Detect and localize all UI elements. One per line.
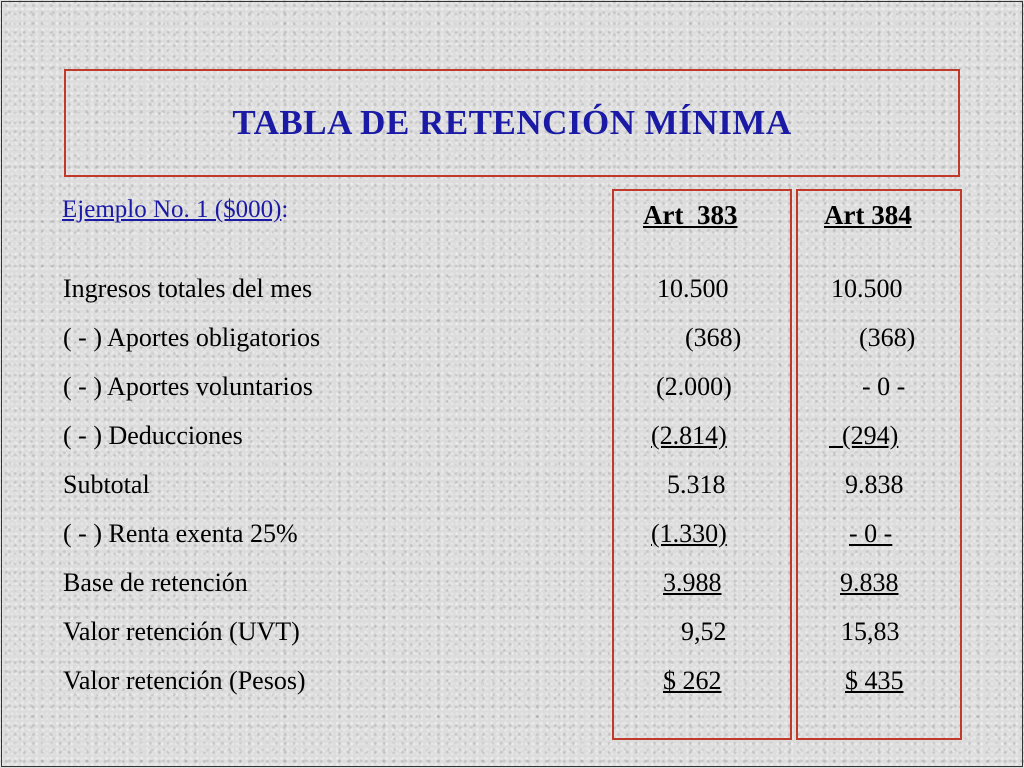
art384-value-subtotal: 9.838: [845, 470, 904, 499]
row-label-aportes-obligatorios: ( - ) Aportes obligatorios: [63, 323, 321, 352]
art384-value-base-retencion: 9.838: [840, 568, 899, 597]
art383-value-ingresos: 10.500: [657, 274, 729, 303]
row-label-aportes-voluntarios: ( - ) Aportes voluntarios: [63, 372, 313, 401]
art383-value-aportes-voluntarios: (2.000): [656, 372, 732, 401]
row-label-valor-uvt: Valor retención (UVT): [63, 617, 300, 646]
art384-value-aportes-voluntarios: - 0 -: [862, 372, 906, 401]
art384-value-pesos: $ 435: [845, 666, 904, 695]
art384-value-ingresos: 10.500: [831, 274, 903, 303]
page-title: TABLA DE RETENCIÓN MÍNIMA: [232, 103, 792, 142]
art384-column-box: [796, 189, 962, 740]
art383-value-base-retencion: 3.988: [663, 568, 722, 597]
example-label-text: Ejemplo No. 1 ($000): [62, 196, 282, 223]
example-label: [62, 196, 288, 224]
art384-value-renta-exenta: - 0 -: [849, 519, 893, 548]
art384-value-deducciones: (294): [829, 421, 899, 450]
art384-value-uvt: 15,83: [841, 617, 900, 646]
example-label-colon: :: [281, 196, 289, 223]
art383-value-renta-exenta: (1.330): [651, 519, 727, 548]
art383-value-aportes-obligatorios: (368): [685, 323, 742, 352]
art383-value-pesos: $ 262: [663, 666, 722, 695]
row-label-renta-exenta: ( - ) Renta exenta 25%: [63, 519, 298, 548]
row-label-ingresos: Ingresos totales del mes: [63, 274, 313, 303]
art384-value-aportes-obligatorios: (368): [859, 323, 916, 352]
title-box: [64, 69, 960, 177]
row-label-subtotal: Subtotal: [63, 470, 150, 499]
row-label-valor-pesos: Valor retención (Pesos): [63, 666, 306, 695]
row-label-deducciones: ( - ) Deducciones: [63, 421, 243, 450]
art383-value-uvt: 9,52: [681, 617, 727, 646]
row-label-base-retencion: Base de retención: [63, 568, 248, 597]
art383-column-box: [612, 189, 792, 740]
art383-header: Art 383: [643, 200, 738, 230]
art383-value-deducciones: (2.814): [651, 421, 727, 450]
art383-value-subtotal: 5.318: [667, 470, 726, 499]
art384-header: Art 384: [824, 200, 912, 230]
